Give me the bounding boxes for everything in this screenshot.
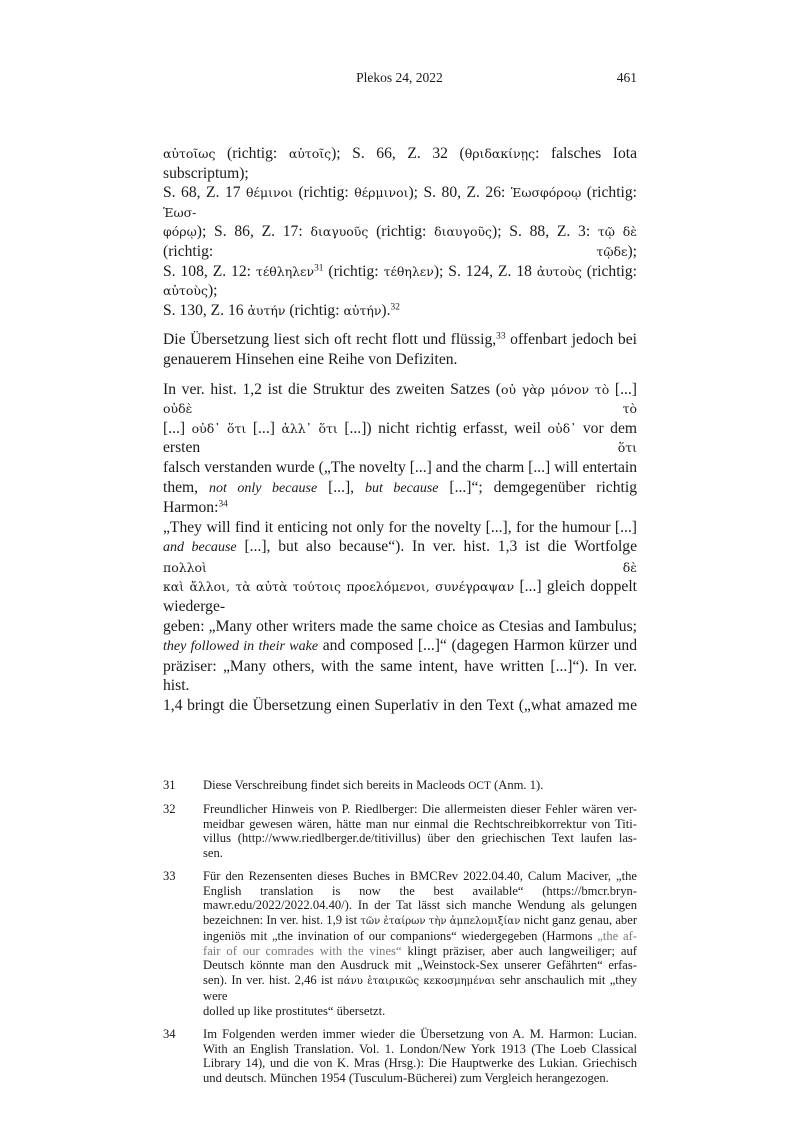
text-line bbox=[163, 636, 637, 657]
text-run: genauerem Hinsehen eine Reihe von Defiziten. bbox=[163, 350, 458, 368]
text-run: „They will find it enticing not only for the novelty [...], for the humour [...] bbox=[163, 518, 637, 536]
text-line bbox=[163, 617, 637, 637]
text-run: With an English Translation. Vol. 1. London/New York 1913 (The Loeb Classical bbox=[203, 1041, 637, 1056]
text-run: sen. bbox=[203, 845, 223, 860]
text-run: Für den Rezensenten dieses Buches in BMCRev 2022.04.40, Calum Maciver, „the bbox=[203, 869, 637, 884]
text-line bbox=[203, 973, 637, 1004]
text-run: [...] bbox=[609, 380, 637, 398]
text-run: S. 130, Z. 16 bbox=[163, 301, 248, 319]
greek-text: οὐδὲ τὸ bbox=[163, 401, 637, 417]
greek-text: οὐ γὰρ μόνον τὸ bbox=[500, 381, 610, 397]
text-line bbox=[163, 577, 637, 616]
italic-text: but because bbox=[364, 479, 439, 496]
text-line bbox=[163, 380, 637, 419]
text-line bbox=[163, 262, 637, 301]
greek-text: Ἑωσφόροῳ bbox=[510, 185, 582, 201]
text-line bbox=[163, 696, 637, 716]
greek-text: ὅτι bbox=[617, 440, 637, 456]
text-run: ingeniös mit „the invination of our companions“ wiedergegeben (Harmons bbox=[203, 929, 598, 944]
text-run: [...], but also because“). In ver. hist. 1,3 ist die Wortfolge bbox=[236, 538, 637, 556]
text-line bbox=[163, 301, 637, 321]
text-run: falsch verstanden wurde („The novelty [...] and the charm [...] will entertain bbox=[163, 458, 637, 476]
text-run: sen). In ver. hist. 2,46 ist bbox=[203, 972, 338, 987]
text-line bbox=[203, 1027, 637, 1042]
footnote-number: 31 bbox=[163, 777, 176, 792]
greek-text: ἀυτοὺς bbox=[536, 263, 582, 279]
text-run: meidbar gewesen wären, hätte man nur einmal die Rechtschreibkorrektur von Titi- bbox=[203, 816, 637, 831]
footnote-ref: 33 bbox=[496, 331, 506, 342]
text-line bbox=[203, 869, 637, 884]
footnote-text bbox=[203, 802, 637, 860]
text-run: Im Folgenden werden immer wieder die Übersetzung von A. M. Harmon: Lucian. bbox=[203, 1027, 637, 1042]
greek-text: θέρμινοι bbox=[354, 185, 409, 201]
text-run: präziser: „Many others, with the same intent, have written [...]“). In ver. hist. bbox=[163, 657, 637, 695]
running-head: Plekos 24, 2022 bbox=[356, 70, 443, 85]
text-run: (Anm. 1). bbox=[490, 777, 544, 792]
text-line bbox=[203, 831, 637, 846]
greek-text: οὐδ᾽ ὅτι bbox=[191, 420, 247, 436]
text-run: Library 14), und die von K. Mras (Hrsg.): Die Hauptwerke des Lukian. Griechisch bbox=[203, 1056, 637, 1071]
italic-text: and because bbox=[163, 539, 237, 556]
greek-text: φόρῳ bbox=[163, 224, 197, 240]
text-line bbox=[203, 1056, 637, 1071]
text-line bbox=[163, 478, 637, 518]
text-line bbox=[163, 419, 637, 458]
text-line bbox=[163, 537, 637, 577]
text-run: ); S. 80, Z. 26: bbox=[408, 184, 511, 202]
text-line bbox=[163, 657, 637, 696]
footnote-text bbox=[203, 778, 637, 794]
text-run: nicht ganz genau, aber bbox=[520, 912, 638, 927]
text-run: Die Übersetzung liest sich oft recht flott und flüssig, bbox=[163, 331, 497, 349]
greek-text: τέθληλεν bbox=[255, 263, 315, 279]
greek-text: οὐδ᾽ bbox=[547, 420, 577, 436]
text-line bbox=[203, 1042, 637, 1057]
text-run: offenbart jedoch bei bbox=[505, 331, 637, 349]
greek-text: τῶν ἑταίρων τὴν ἀμπελομιξίαν bbox=[360, 915, 521, 927]
text-run: (richtig: bbox=[163, 242, 597, 260]
text-run: English translation is now the best available“ (https://bmcr.bryn- bbox=[203, 883, 637, 898]
text-run: und deutsch. München 1954 (Tusculum-Bücherei) zum Vergleich herangezogen. bbox=[203, 1070, 609, 1085]
text-line bbox=[203, 1004, 637, 1019]
quoted-text: „the af- bbox=[597, 929, 637, 944]
footnote bbox=[163, 802, 637, 860]
text-run: [...], bbox=[317, 478, 365, 496]
greek-text: τέθηλεν bbox=[383, 263, 434, 279]
text-run: (richtig: bbox=[285, 301, 344, 319]
italic-text: they followed in their wake bbox=[163, 638, 319, 655]
footnote-ref: 34 bbox=[218, 499, 228, 510]
text-line bbox=[203, 929, 637, 944]
footnote-text bbox=[203, 1027, 637, 1085]
text-line bbox=[203, 817, 637, 832]
text-run: (richtig: bbox=[323, 262, 384, 280]
greek-text: Ἑωσ- bbox=[163, 204, 197, 220]
footnote-number: 32 bbox=[163, 802, 176, 817]
greek-text: ἀυτήν bbox=[247, 302, 286, 318]
footnote bbox=[163, 869, 637, 1018]
page-header bbox=[0, 0, 799, 144]
text-run: ). bbox=[381, 301, 391, 319]
greek-text: πολλοὶ δὲ bbox=[163, 559, 637, 575]
paragraph bbox=[163, 144, 637, 320]
text-line bbox=[163, 330, 637, 350]
text-run: bezeichnen: In ver. hist. 1,9 ist bbox=[203, 912, 361, 927]
text-run: S. 68, Z. 17 bbox=[163, 184, 247, 202]
text-run: Deutsch könnte man den Ausdruck mit „Weinstock-Sex unserer Gefährten“ erfas- bbox=[203, 958, 637, 973]
text-run: Diese Verschreibung findet sich bereits in Macleods bbox=[203, 777, 469, 792]
text-run: dolled up like prostitutes“ übersetzt. bbox=[203, 1003, 386, 1018]
paragraph bbox=[163, 330, 637, 369]
greek-text: αὐτοῖς bbox=[288, 146, 332, 161]
quoted-text: fair of our comrades with the vines“ bbox=[203, 943, 402, 958]
text-run: (richtig: bbox=[215, 145, 289, 162]
greek-text: καὶ ἄλλοι, τὰ αὐτὰ τούτοις προελόμενοι, συνέγραψαν bbox=[163, 579, 515, 595]
footnote-number: 34 bbox=[163, 1027, 176, 1042]
text-run: [...] bbox=[246, 419, 282, 437]
greek-text: διαυγοῦς bbox=[434, 224, 493, 240]
text-run: : falsches Iota subscriptum); bbox=[163, 145, 637, 182]
text-line bbox=[203, 778, 637, 794]
footnote bbox=[163, 1027, 637, 1085]
text-run: ); bbox=[627, 242, 637, 260]
text-line bbox=[203, 846, 637, 861]
text-run: S. 108, Z. 12: bbox=[163, 262, 256, 280]
text-run: ); S. 86, Z. 17: bbox=[196, 223, 311, 241]
text-line bbox=[163, 222, 637, 261]
main-text bbox=[163, 144, 637, 716]
footnote-ref: 32 bbox=[390, 302, 400, 313]
text-run: Freundlicher Hinweis von P. Riedlberger: Die allermeisten dieser Fehler wären ver- bbox=[203, 802, 637, 817]
text-run: (richtig: bbox=[368, 223, 435, 241]
text-line bbox=[163, 518, 637, 538]
text-run: (richtig: bbox=[292, 184, 355, 202]
paragraph bbox=[163, 380, 637, 716]
text-run: [...]“; demgegenüber richtig Harmon: bbox=[163, 478, 637, 517]
text-run: ); S. 66, Z. 32 ( bbox=[331, 145, 465, 162]
text-line bbox=[163, 458, 637, 478]
text-run: (richtig: bbox=[581, 262, 637, 280]
text-line bbox=[163, 350, 637, 370]
text-run: In ver. hist. 1,2 ist die Struktur des zweiten Satzes ( bbox=[163, 380, 501, 398]
text-line bbox=[203, 913, 637, 930]
greek-text: αὐτήν bbox=[343, 302, 382, 318]
italic-text: not only because bbox=[208, 479, 318, 496]
text-line bbox=[203, 898, 637, 913]
page-number: 461 bbox=[616, 70, 637, 85]
text-line bbox=[203, 884, 637, 899]
text-run: villus (http://www.riedlberger.de/titivillus) über den griechischen Text laufen las- bbox=[203, 831, 637, 846]
text-run: sehr anschaulich mit „they were bbox=[203, 972, 637, 1004]
text-run: klingt präziser, aber auch langweiliger; auf bbox=[401, 943, 637, 958]
text-run: (richtig: bbox=[581, 184, 637, 202]
text-run: mawr.edu/2022/2022.04.40/). In der Tat lässt sich manche Wendung als gelungen bbox=[203, 898, 637, 913]
greek-text: διαγυοῦς bbox=[310, 224, 369, 240]
greek-text: αὐτοῖως bbox=[163, 146, 216, 161]
footnote-text bbox=[203, 869, 637, 1018]
text-run: ); S. 124, Z. 18 bbox=[433, 262, 537, 280]
text-run: [...] bbox=[163, 419, 192, 437]
greek-text: τῷ δὲ bbox=[597, 224, 637, 240]
text-run: 1,4 bringt die Übersetzung einen Superlativ in den Text („what amazed me bbox=[163, 697, 637, 715]
text-line bbox=[163, 183, 637, 222]
greek-text: αὐτοὺς bbox=[163, 283, 208, 299]
footnotes bbox=[163, 778, 637, 1134]
text-line bbox=[203, 958, 637, 973]
footnote bbox=[163, 778, 637, 794]
greek-text: θέμινοι bbox=[246, 185, 293, 201]
greek-text: πάνυ ἑταιρικῶς κεκοσμημέναι bbox=[337, 975, 496, 987]
footnote-ref: 31 bbox=[314, 262, 324, 273]
text-run: ); bbox=[207, 282, 218, 300]
text-line bbox=[203, 1071, 637, 1086]
greek-text: τῷδε bbox=[596, 243, 628, 259]
footnote-number: 33 bbox=[163, 869, 176, 884]
text-line bbox=[163, 144, 637, 183]
text-line bbox=[203, 944, 637, 959]
greek-text: ἀλλ᾽ ὅτι bbox=[281, 420, 338, 436]
small-caps-text: OCT bbox=[468, 779, 491, 792]
text-run: [...]) nicht richtig erfasst, weil bbox=[337, 419, 548, 437]
text-run: vor dem ersten bbox=[163, 419, 638, 457]
text-run: them, bbox=[163, 478, 209, 496]
text-run: geben: „Many other writers made the same choice as Ctesias and Iambulus; bbox=[163, 617, 637, 635]
text-run: ); S. 88, Z. 3: bbox=[492, 223, 598, 241]
text-line bbox=[203, 802, 637, 817]
text-run: [...] gleich doppelt wiederge- bbox=[163, 578, 637, 616]
greek-text: θριδακίνῃς bbox=[464, 146, 536, 161]
text-run: and composed [...]“ (dagegen Harmon kürzer und bbox=[318, 637, 637, 655]
